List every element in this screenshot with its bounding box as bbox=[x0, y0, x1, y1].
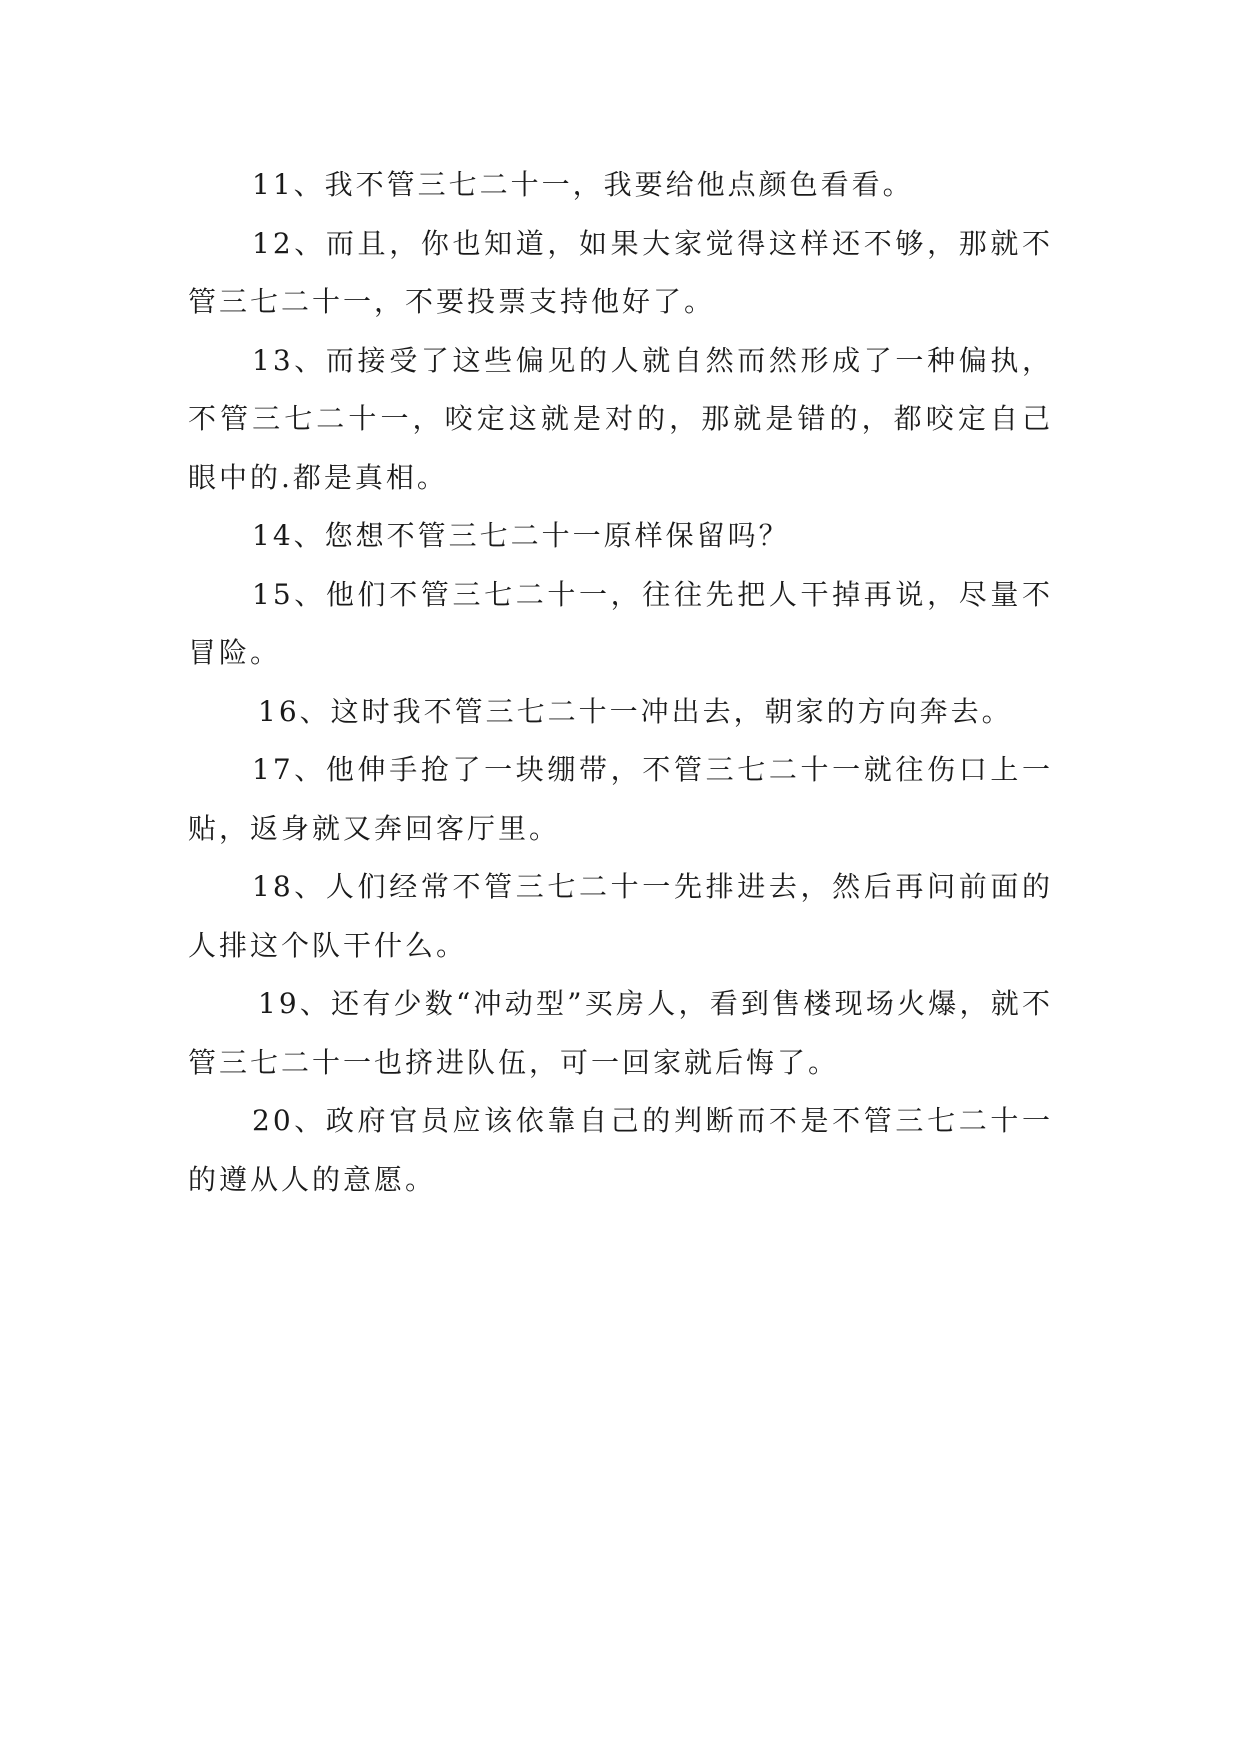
sentence-18: 18、人们经常不管三七二十一先排进去，然后再问前面的人排这个队干什么。 bbox=[188, 870, 1053, 962]
sentence-17: 17、他伸手抢了一块绷带，不管三七二十一就往伤口上一贴，返身就又奔回客厅里。 bbox=[188, 753, 1053, 845]
sentence-16: 16、这时我不管三七二十一冲出去，朝家的方向奔去。 bbox=[258, 694, 1013, 728]
sentence-11: 11、我不管三七二十一，我要给他点颜色看看。 bbox=[252, 168, 914, 201]
sentence-13: 13、而接受了这些偏见的人就自然而然形成了一种偏执，不管三七二十一，咬定这就是对的，那就是错的，都咬定自己眼中的.都是真相。 bbox=[188, 343, 1053, 494]
sentence-19: 19、还有少数“冲动型”买房人，看到售楼现场火爆，就不管三七二十一也挤进队伍，可一回家就后悔了。 bbox=[188, 987, 1053, 1079]
sentence-15: 15、他们不管三七二十一，往往先把人干掉再说，尽量不冒险。 bbox=[188, 577, 1053, 669]
document-body bbox=[188, 156, 1053, 1209]
sentence-12: 12、而且，你也知道，如果大家觉得这样还不够，那就不管三七二十一，不要投票支持他好了。 bbox=[188, 226, 1053, 318]
sentence-20: 20、政府官员应该依靠自己的判断而不是不管三七二十一的遵从人的意愿。 bbox=[188, 1104, 1053, 1196]
sentence-14: 14、您想不管三七二十一原样保留吗？ bbox=[252, 519, 790, 552]
